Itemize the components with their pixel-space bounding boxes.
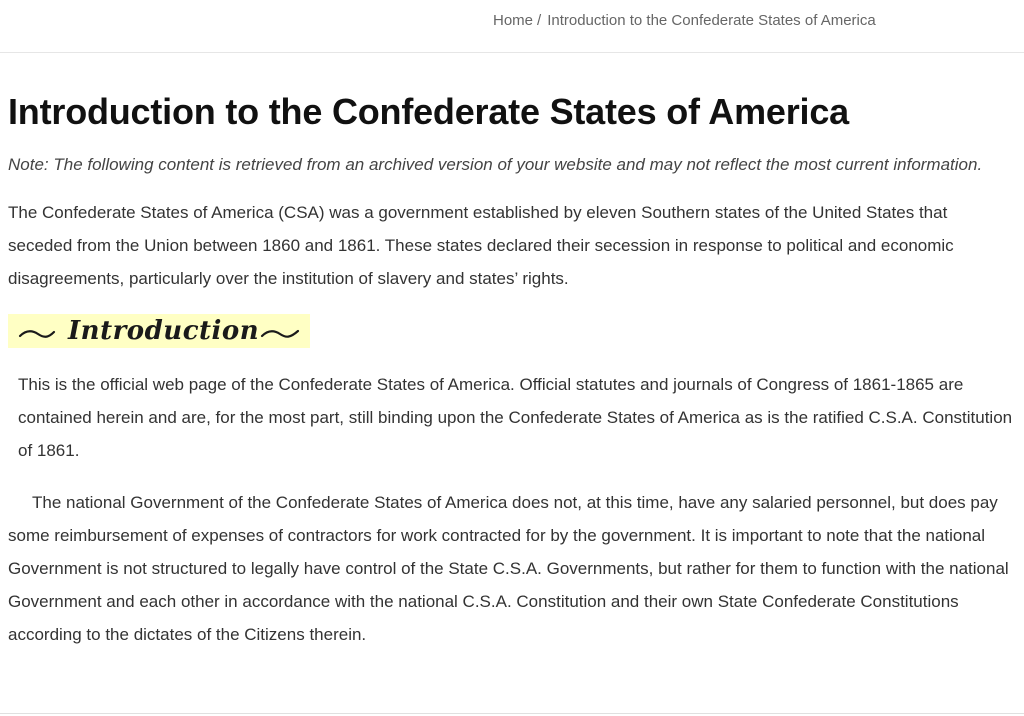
breadcrumb-current: Introduction to the Confederate States of America xyxy=(547,12,876,29)
breadcrumb xyxy=(493,11,876,31)
official-page-paragraph: This is the official web page of the Confederate States of America. Official statutes and journals of Congress of 1861-1865 are contained herein and are, for the most part, still binding upon the Confederate States of America as is the ratified C.S.A. Constitution of 1861. xyxy=(18,375,1013,460)
breadcrumb-separator: / xyxy=(537,12,542,29)
archive-note: Note: The following content is retrieved from an archived version of your website and may not reflect the most current information. xyxy=(8,155,983,174)
page-title: Introduction to the Confederate States of America xyxy=(8,91,849,132)
banner-title: Introduction xyxy=(68,316,260,346)
intro-paragraph: The Confederate States of America (CSA) was a government established by eleven Southern states of the United States that seceded from the Union between 1860 and 1861. These states declared their secession in response to political and economic disagreements, particularly over the institution of slavery and states’ rights. xyxy=(8,203,954,288)
introduction-banner xyxy=(8,314,310,348)
bottom-divider xyxy=(0,713,1024,714)
breadcrumb-home-link[interactable]: Home xyxy=(493,12,534,29)
main-content xyxy=(8,86,1016,651)
top-bar xyxy=(0,0,1024,53)
national-government-paragraph: The national Government of the Confederate States of America does not, at this time, have any salaried personnel, but does pay some reimbursement of expenses of contractors for work contracted for by the government. It is important to note that the national Government is not structured to legally have control of the State C.S.A. Governments, but rather for them to function with the national Government and each other in accordance with the national C.S.A. Constitution and their own State Confederate Constitutions according to the dictates of the Citizens therein. xyxy=(8,493,1009,644)
